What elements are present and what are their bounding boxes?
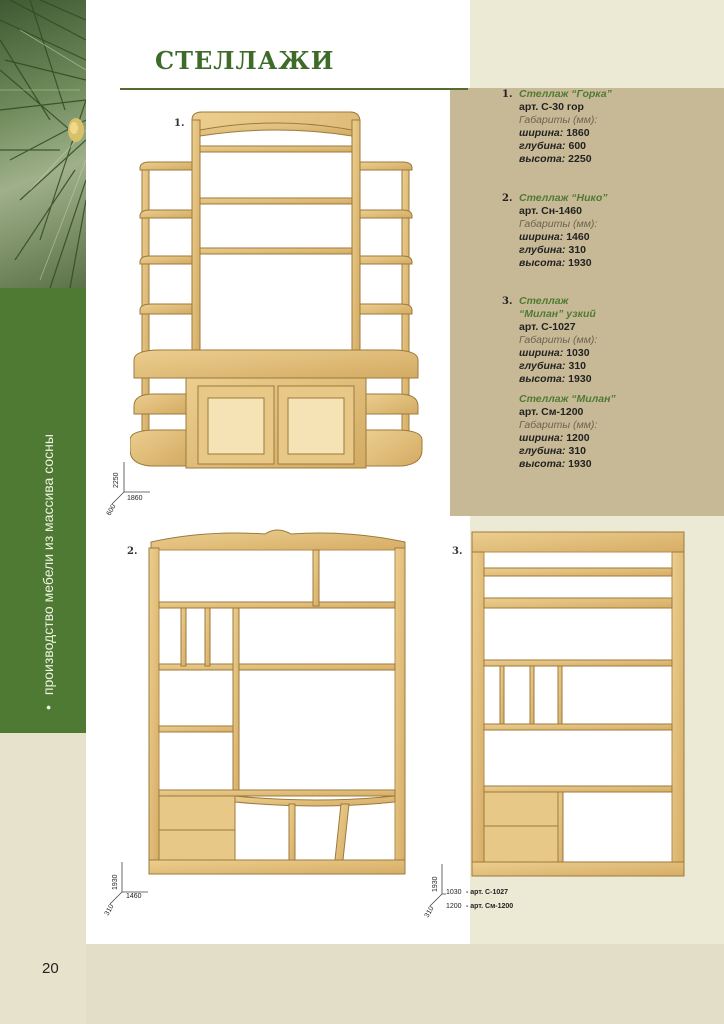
page-number: 20 xyxy=(42,960,59,977)
depth-label: глубина: xyxy=(519,445,566,457)
depth-label: глубина: xyxy=(519,244,566,256)
spec-article: арт. С-30 гор xyxy=(519,101,584,113)
p2-height-label: 1930 xyxy=(112,874,119,890)
lower-side-strip xyxy=(0,733,86,1024)
p3-width-b: 1200 xyxy=(446,903,462,910)
height-value: 1930 xyxy=(568,257,592,269)
p1-depth-label: 600 xyxy=(105,503,118,517)
depth-value: 310 xyxy=(568,360,587,372)
spec-block-milan-narrow xyxy=(502,295,597,386)
spec-block-gorka xyxy=(502,88,612,166)
spec-name: Стеллаж “Горка” xyxy=(519,88,612,100)
p3-width-a: 1030 xyxy=(446,889,462,896)
width-value: 1200 xyxy=(566,432,590,444)
spec-dims-header: Габариты (мм): xyxy=(519,419,598,431)
title-underline xyxy=(120,88,468,90)
spec-article: арт. Сн-1460 xyxy=(519,205,582,217)
product-number-1: 1. xyxy=(174,118,185,129)
pine-branch-photo xyxy=(0,0,86,288)
p3-article-b: - арт. См-1200 xyxy=(466,903,514,910)
spec-name-line2: “Милан” узкий xyxy=(519,308,596,320)
dimension-arrows-3 xyxy=(416,862,526,922)
p3-height-label: 1930 xyxy=(432,876,439,892)
depth-value: 600 xyxy=(568,140,587,152)
height-value: 1930 xyxy=(568,458,592,470)
pine-needles-illustration xyxy=(0,0,86,288)
p1-width-label: 1860 xyxy=(127,495,143,502)
depth-value: 310 xyxy=(568,244,587,256)
width-label: ширина: xyxy=(519,231,564,243)
depth-label: глубина: xyxy=(519,360,566,372)
spec-name: Стеллаж “Милан” xyxy=(519,393,616,405)
spec-block-milan xyxy=(502,393,616,471)
spec-number: 3. xyxy=(502,296,513,307)
side-caption xyxy=(40,434,56,710)
spec-block-niko xyxy=(502,192,608,270)
width-value: 1460 xyxy=(566,231,590,243)
depth-label: глубина: xyxy=(519,140,566,152)
spec-article: арт. См-1200 xyxy=(519,406,584,418)
dimension-arrows-1 xyxy=(100,458,160,518)
p3-depth-label: 310 xyxy=(423,905,436,919)
dimension-arrows-2 xyxy=(100,860,160,920)
spec-number: 1. xyxy=(502,89,513,100)
width-label: ширина: xyxy=(519,432,564,444)
spec-dims-header: Габариты (мм): xyxy=(519,334,598,346)
niko-shelf-illustration xyxy=(145,524,410,880)
height-label: высота: xyxy=(519,153,566,165)
spec-article: арт. С-1027 xyxy=(519,321,576,333)
page-title: СТЕЛЛАЖИ xyxy=(155,46,335,75)
height-label: высота: xyxy=(519,257,566,269)
p2-depth-label: 310 xyxy=(103,903,116,917)
width-label: ширина: xyxy=(519,127,564,139)
milan-shelf-illustration xyxy=(470,530,686,880)
depth-value: 310 xyxy=(568,445,587,457)
height-label: высота: xyxy=(519,458,566,470)
width-value: 1860 xyxy=(566,127,590,139)
p2-width-label: 1460 xyxy=(126,893,142,900)
bottom-band xyxy=(86,944,724,1024)
side-bullet: • xyxy=(40,705,56,710)
p1-height-label: 2250 xyxy=(113,472,120,488)
width-label: ширина: xyxy=(519,347,564,359)
spec-name: Стеллаж “Нико” xyxy=(519,192,608,204)
spec-number: 2. xyxy=(502,193,513,204)
spec-dims-header: Габариты (мм): xyxy=(519,114,598,126)
height-value: 2250 xyxy=(568,153,592,165)
p3-article-a: - арт. С-1027 xyxy=(466,889,509,896)
gorka-shelf-illustration xyxy=(130,110,430,480)
height-label: высота: xyxy=(519,373,566,385)
product-number-3: 3. xyxy=(452,546,463,557)
side-caption-text: производство мебели из массива сосны xyxy=(40,434,56,696)
spec-dims-header: Габариты (мм): xyxy=(519,218,598,230)
width-value: 1030 xyxy=(566,347,590,359)
product-number-2: 2. xyxy=(127,546,138,557)
height-value: 1930 xyxy=(568,373,592,385)
spec-name-line1: Стеллаж xyxy=(519,295,569,307)
